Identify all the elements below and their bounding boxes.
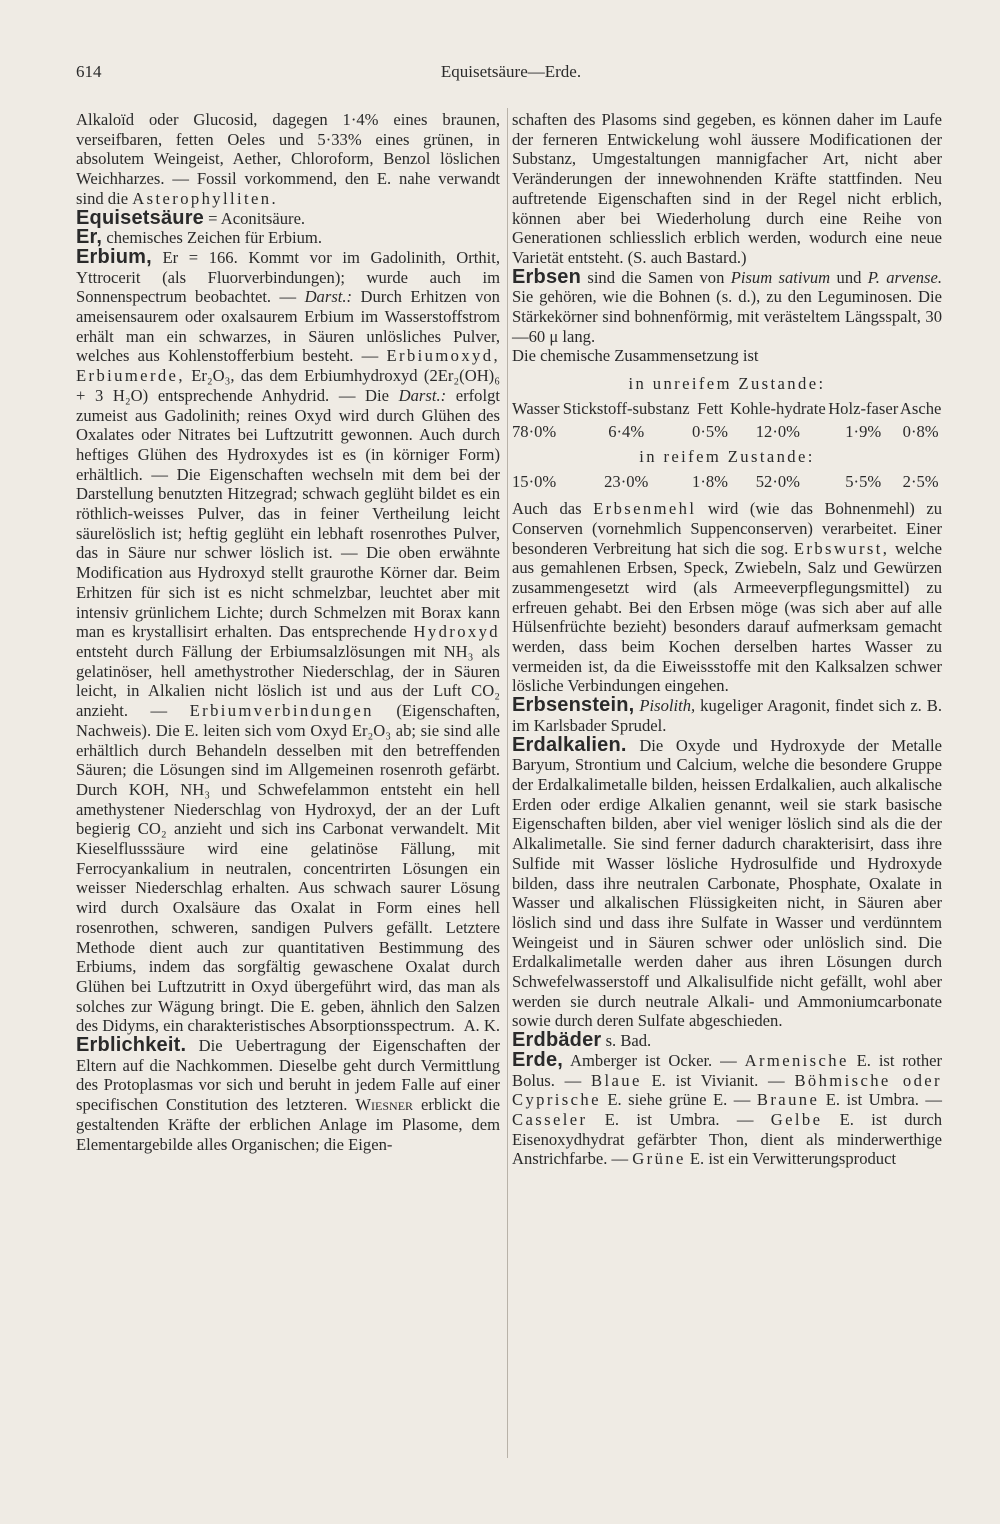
spaced-term: Erbsenmehl [593,499,697,519]
column-header: Stickstoff-substanz [562,399,690,419]
italic-term: P. arvense. [867,267,942,287]
headword: Erbium, [76,245,152,268]
table-cell: 78·0% [512,422,557,442]
table-cell: 23·0% [604,472,649,492]
spaced-term: Gelbe [770,1109,823,1129]
table-caption-row [512,370,942,397]
entry-equisetsaeure [76,206,500,229]
body-text: Er = 166. Kommt vor im Gadolinith, Orthit, Yttrocerit (als Fluorverbindungen); wurde auch im Sonnenspectrum beobachtet. — [76,247,500,307]
table-caption: in unreifem Zustande: [628,374,826,394]
table-cell: 12·0% [755,422,800,442]
body-text: Die Uebertragung der Eigenschaften der Eltern auf die Nachkommen. Dieselbe geht durch Vermittlung des Protoplasmas vor sich und beruht in jedem Falle auf einer specifischen Constitution des letzteren. [76,1036,500,1115]
spaced-term: Asterophylliten. [132,188,279,208]
body-text: wird (wie das Bohnenmehl) zu Conserven (vornehmlich Suppenconserven) verarbeitet. Einer besonderen Verbreitung hat sich die sog. [512,499,943,558]
column-header: Holz-faser [828,399,899,419]
table-row [512,420,942,443]
page-header [76,62,946,86]
headword: Erdalkalien. [512,733,627,756]
italic-term: Darst.: [398,385,447,405]
table-row [512,470,942,493]
entry-continuation: schaften des Plasoms sind gegeben, es können daher im Laufe der ferneren Entwickelung wohl äussere Modificationen der Substanz, Umgestaltungen mannigfacher Art, nicht aber Veränderungen der innewohnenden Kräfte stattfinden. Neu auftretende Eigenschaften sind in der Regel nicht erblich, können aber bei Wiederholung durch eine Reihe von Generationen schliesslich erblich werden, wodurch eine neue Varietät entsteht. (S. auch Bastard.) [512,110,942,267]
italic-term: Pisolith, [639,696,696,716]
body-text: welche aus gemahlenen Erbsen, Speck, Zwiebeln, Salz und Gewürzen zusammengesetzt wird (als Armeeverpflegungsmittel) zu erfreuen gehabt. Bei den Erbsen möge (was sich aber auf alle Hülsenfrüchte bezieht) besonders darauf aufmerksam gemacht werden, dass beim Kochen derselben hartes Wasser zu vermeiden ist, da die Eiweissstoffe mit den Kalksalzen schwer lösliche Verbindungen eingehen. [512,538,942,696]
body-text: erblickt die gestaltenden Kräfte der erblichen Anlage im Plasome, dem Elementargebilde alles Organischen; die Eigen- [76,1095,500,1154]
spaced-term: Hydroxyd [413,622,500,642]
composition-table [512,370,942,493]
table-caption: in reifem Zustande: [639,447,815,467]
headword: Erbsen [512,265,582,288]
body-text: Amberger ist Ocker. — [570,1050,737,1070]
body-text: Sie gehören, wie die Bohnen (s. d.), zu den Leguminosen. Die Stärkekörner sind bohnenförmig, mit verästeltem Längsspalt, 30—60 μ lang. [512,287,942,346]
right-column [512,110,942,1169]
spaced-term: Casseler [512,1109,588,1129]
headword: Erdbäder [512,1029,602,1052]
body-text: Die chemische Zusammensetzung ist [512,346,759,366]
body-text: E. siehe grüne E. — [607,1090,751,1110]
entry-erblichkeit [76,1036,500,1154]
entry-erbium [76,245,500,1036]
body-text: E. ist Umbra. — [604,1109,754,1129]
left-column [76,110,500,1154]
headword: Erblichkeit. [76,1034,187,1057]
column-header: Kohle-hydrate [729,399,826,419]
table-cell: 6·4% [608,422,645,442]
entry-erdbaeder [512,1031,942,1051]
spaced-term: Braune [756,1090,820,1110]
body-text: E. ist Umbra. — [825,1090,942,1110]
column-header: Asche [899,399,942,419]
entry-erbsen-continued [512,499,942,696]
headword: Equisetsäure [76,206,205,229]
entry-erdalkalien [512,733,942,1032]
headword: Er, [76,226,103,249]
table-header-row [512,397,942,420]
body-text: entsteht durch Fällung der Erbiumsalzlösungen mit NH₃ als gelatinöser, hell amethystrother Niederschlag, der in Säuren leicht, in Alkalien nicht löslich ist und aus der Luft CO₂ anzieht. — [76,641,500,721]
running-head: Equisetsäure—Erde. [440,62,582,81]
table-cell: 0·5% [692,422,728,442]
page-number: 614 [76,62,102,81]
headword: Erbsenstein, [512,694,635,717]
table-cell: 0·8% [902,422,939,442]
body-text: s. Bad. [605,1031,652,1051]
body-text: sind die Samen von [587,267,725,287]
headword: Erde, [512,1048,564,1071]
body-text: kugeliger Aragonit, findet sich z. B. im Karlsbader Sprudel. [512,696,943,735]
body-text: (Eigenschaften, Nachweis). Die E. leiten sich vom Oxyd Er₂O₃ ab; sie sind alle erhältlich durch Behandeln desselben mit den betreffenden Säuren; die Lösungen sind im Allgemeinen rosenroth gefärbt. Durch KOH, NH₃ und Schwefelammon entsteht ein hell amethystener Niederschlag von Hydroxyd, der an der Luft begierig CO₂ anzieht und sich ins Carbonat verwandelt. Mit Kieselflusssäure wird eine gelatinöse Fällung, mit Ferrocyankalium in neutralen, concentrirten Lösungen ein weisser Niederschlag erhalten. Aus schwach saurer Lösung wird durch Oxalsäure das Oxalat in Form eines hell rosenrothen, schweren, sandigen Pulvers gefällt. Letztere Methode dient auch zur quantitativen Bestimmung des Erbiums, indem das sorgfältig gewaschene Oxalat durch Glühen bei Luftzutritt in Oxyd übergeführt wird, das man als solches zur Wägung bringt. Die E. geben, ähnlich den Salzen des Didyms, ein charakteristisches Absorptionsspectrum. [76,701,500,1036]
spaced-term: Erbiumverbindungen [189,701,374,721]
column-header: Fett [697,399,723,419]
table-cell: 2·5% [902,472,939,492]
column-header: Wasser [512,399,560,419]
entry-erbsenstein [512,696,942,735]
body-text: Alkaloïd oder Glucosid, dagegen 1·4% eines braunen, verseifbaren, fetten Oeles und 5·33% eines grünen, in absolutem Weingeist, Aether, Chloroform, Benzol löslichen Weichharzes. — Fossil vorkommend, den E. nahe verwandt sind die [76,110,500,208]
spaced-term: Blaue [591,1070,642,1090]
body-text: erfolgt zumeist aus Gadolinith; reines Oxyd wird durch Glühen des Oxalates oder Nitrates bei Luftzutritt gewonnen. Auch durch heftiges Glühen des Hydroxydes ist es (in körniger Form) erhältlich. — Die Eigenschaften wechseln mit dem bei der Darstellung benutzten Hitzegrad; schwach geglüht bildet es ein röthlich-weisses Pulver, das in feiner Vertheilung leicht säurelöslich ist; heftig geglüht ein lebhaft rosenrothes Pulver, das in Säure nur schwer löslich ist. — Die oben erwähnte Modification aus Hydroxyd stellt graurothe Körner dar. Beim Erhitzen für sich ist es nicht schmelzbar, leuchtet aber mit intensiv grünlichem Lichte; durch Schmelzen mit Borax kann man es krystallisirt erhalten. Das entsprechende [76,385,500,642]
body-text: und [836,267,862,287]
italic-term: Pisum sativum [730,267,831,287]
table-cell: 1·8% [692,472,728,492]
table-cell: 15·0% [512,472,557,492]
spaced-term: Erbswurst, [793,538,890,558]
italic-term: Darst.: [304,287,353,307]
author-signature: A. K. [463,1016,500,1036]
body-text: = Aconitsäure. [208,208,306,228]
spaced-term: Böhmische oder Cyprische [512,1070,942,1110]
body-text: Die Oxyde und Hydroxyde der Metalle Baryum, Strontium und Calcium, welche die besondere Gruppe der Erdalkalimetalle bilden, heissen Erdalkalien, auch alkalische Erden oder erdige Alkalien genannt, weil sie stark basische Eigenschaften bilden, aber viel weniger löslich sind als die der Alkalimetalle. Sie sind ferner dadurch charakterisirt, dass ihre Sulfide mit Wasser lösliche Hydrosulfide und Hydroxyde bilden, dass ihre neutralen Carbonate, Phosphate, Oxalate in Wasser und alkalischen Flüssigkeiten nicht, in Säuren aber löslich sind und dass ihre Sulfate in Wasser und verdünntem Weingeist und in Säuren schwer oder unlöslich sind. Die Erdalkalimetalle werden daher aus ihren Lösungen durch Schwefelwasserstoff und Alkalisulfide nicht gefällt, wohl aber werden sie durch neutrale Alkali- und Ammoniumcarbonate sowie durch deren Sulfate abgeschieden. [512,735,942,1031]
spaced-term: Erbiumoxyd, Erbiumerde, [76,346,500,386]
body-text: E. ist ein Verwitterungsproduct [689,1149,897,1169]
body-text: E. ist rother Bolus. — [512,1050,943,1090]
entry-continuation [76,110,500,209]
entry-erbsen [512,265,942,347]
spaced-term: Grüne [632,1149,686,1169]
body-text: E. ist Vivianit. — [651,1070,785,1090]
column-divider [507,108,508,1458]
author-name: Wiesner [355,1095,414,1115]
table-cell: 52·0% [755,472,800,492]
body-text: chemisches Zeichen für Erbium. [106,228,322,248]
body-text: E. ist durch Eisenoxydhydrat gefärbter Thon, dient als minderwerthige Anstrichfarbe. — [512,1109,943,1169]
entry-erde [512,1048,943,1169]
table-cell: 1·9% [845,422,882,442]
body-text: Er₂O₃, das dem Erbiumhydroxyd (2Er₂(OH)₆ + 3 H₂O) entsprechende Anhydrid. — Die [76,366,500,405]
table-cell: 5·5% [845,472,882,492]
body-text: Durch Erhitzen von ameisensaurem oder oxalsaurem Erbium im Wasserstoffstrom erhält man ein schwarzes, in Säuren unlösliches Pulver, welches aus Kohlenstofferbium besteht. — [76,287,500,366]
body-text: Auch das [512,499,582,519]
spaced-term: Armenische [744,1050,849,1070]
table-caption-row [512,443,942,470]
